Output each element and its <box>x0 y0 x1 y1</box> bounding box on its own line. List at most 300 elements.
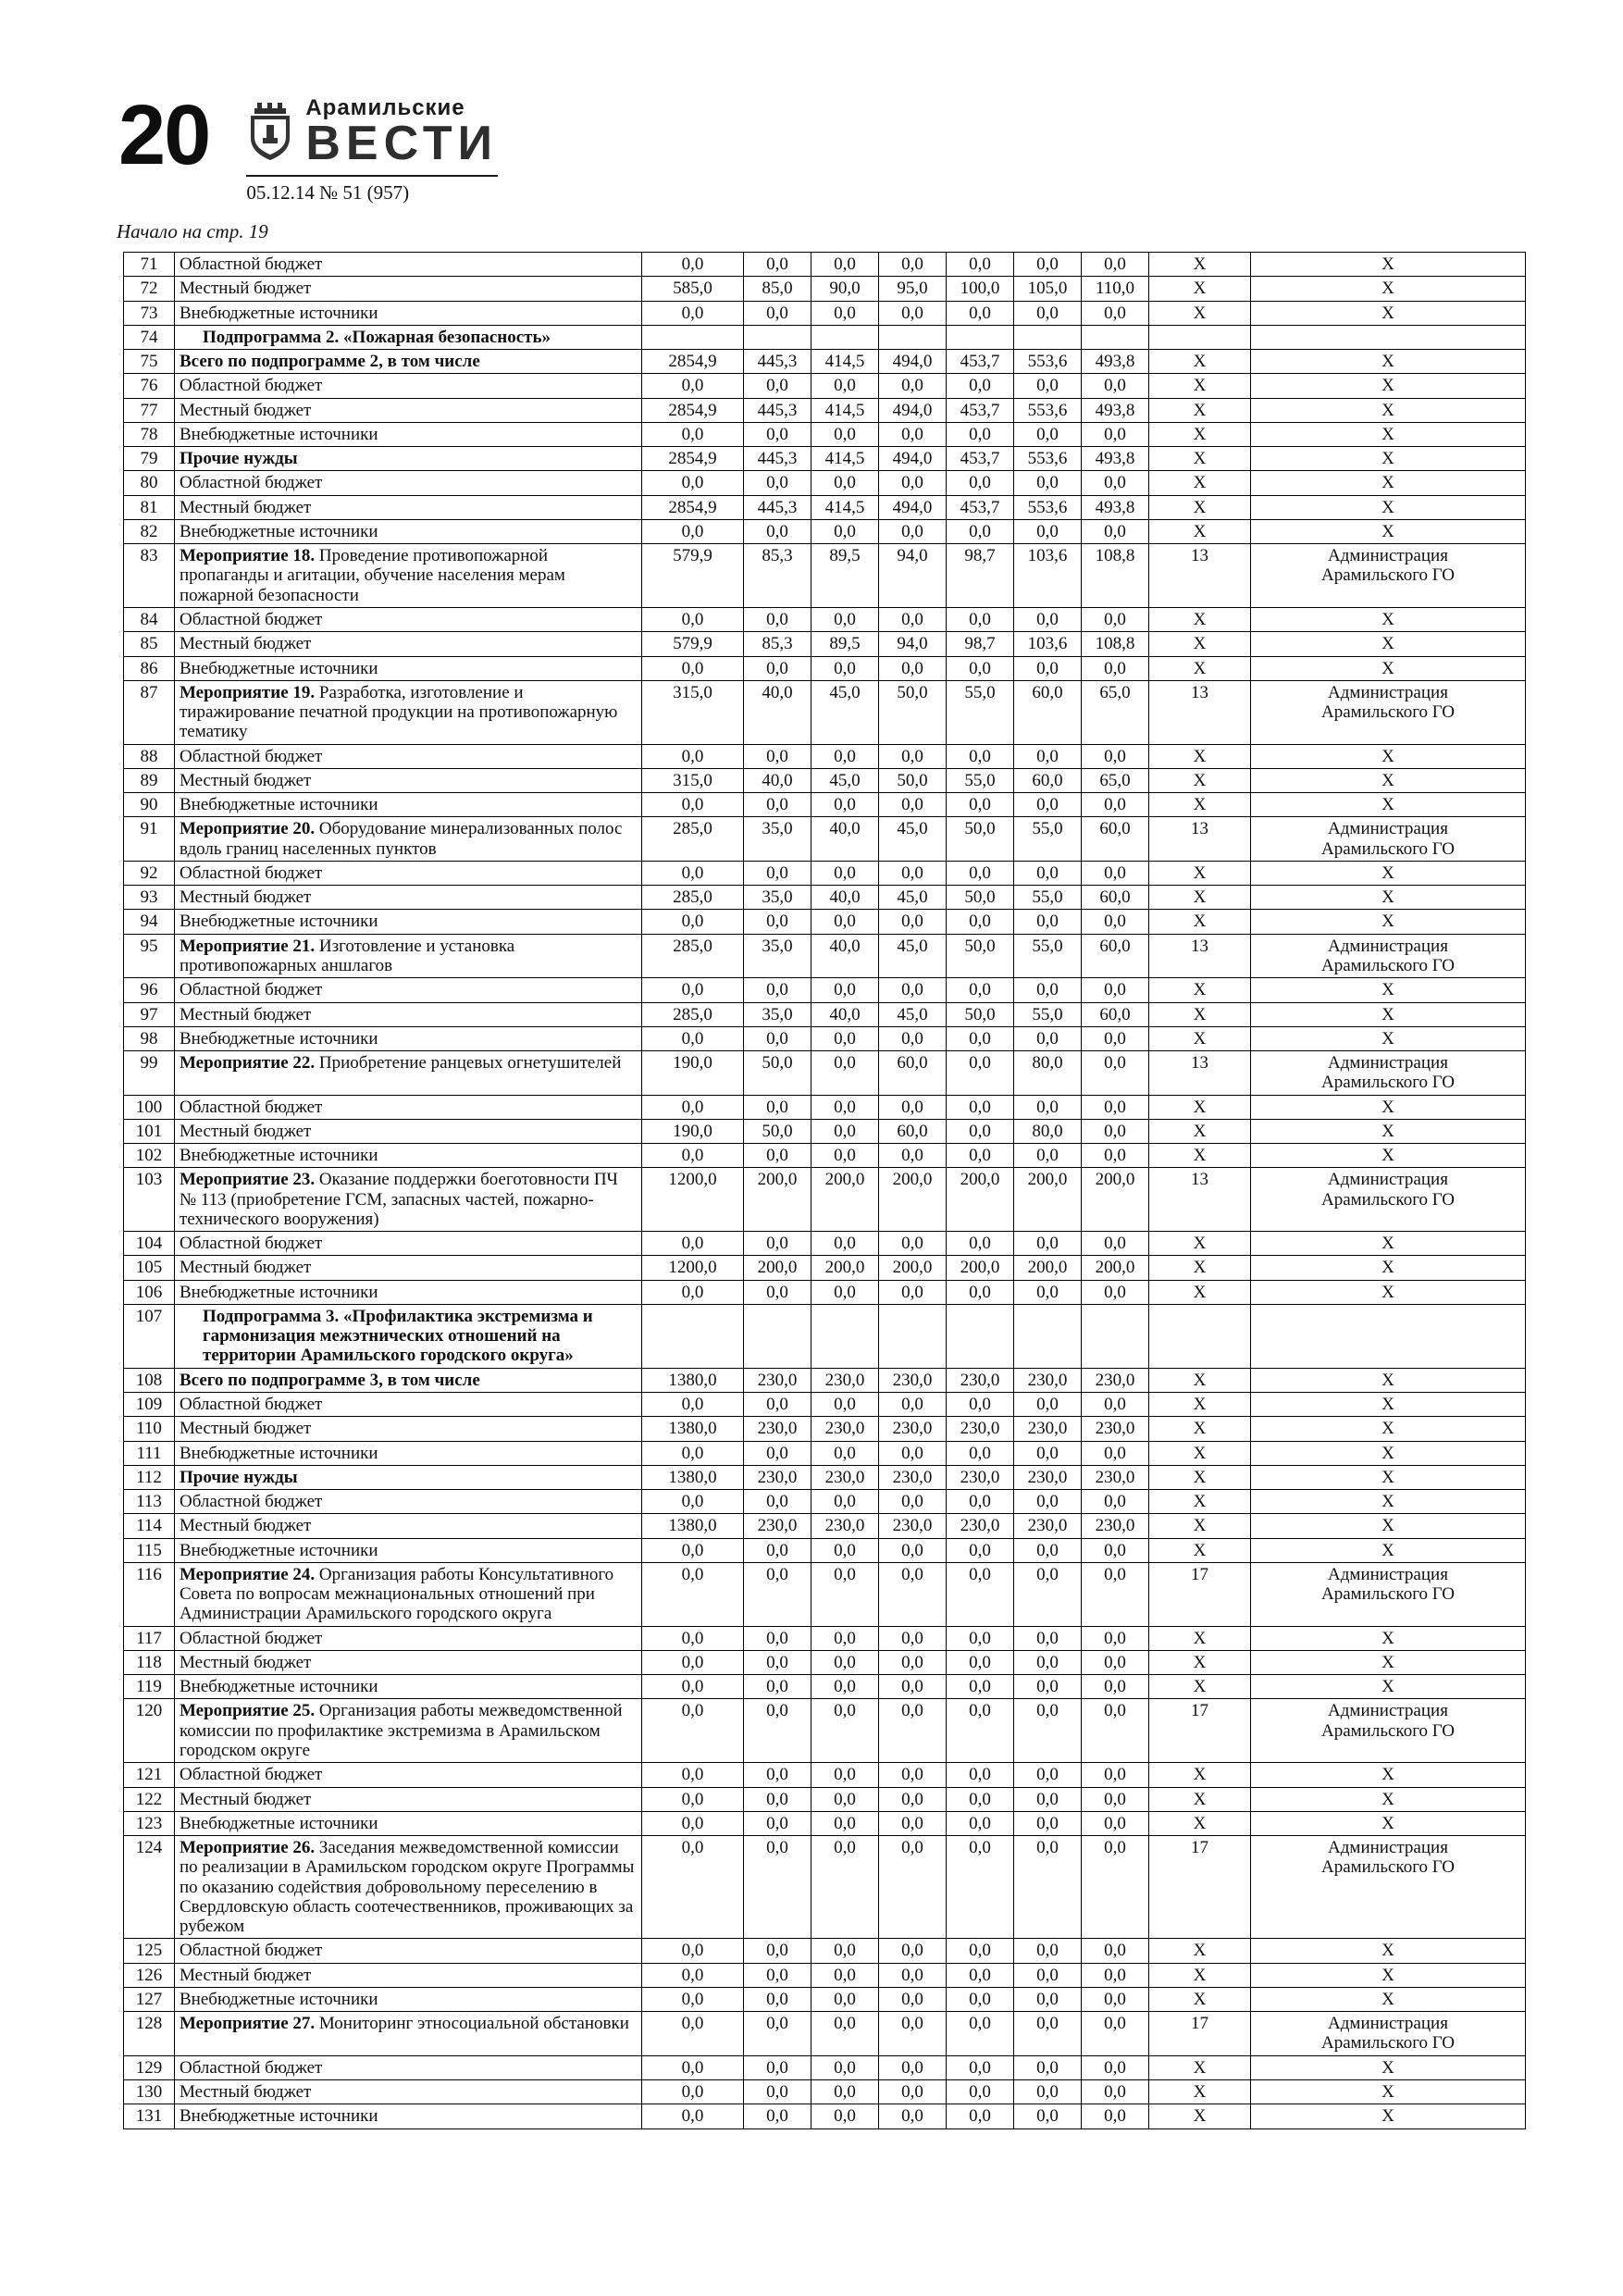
value-cell: 103,6 <box>1014 544 1082 608</box>
value-cell: 0,0 <box>642 301 744 325</box>
value-cell: 0,0 <box>1082 1987 1149 2011</box>
value-cell: 0,0 <box>744 1939 812 1963</box>
value-cell: 493,8 <box>1082 495 1149 519</box>
value-cell: 0,0 <box>744 1626 812 1650</box>
value-cell: 0,0 <box>879 910 947 934</box>
value-cell: 0,0 <box>879 253 947 277</box>
value-cell <box>947 325 1014 349</box>
value-cell: 0,0 <box>879 1963 947 1987</box>
value-cell: 0,0 <box>812 1538 879 1562</box>
value-cell: 0,0 <box>879 793 947 817</box>
table-row <box>124 1562 1526 1626</box>
row-number: 107 <box>124 1304 175 1368</box>
value-cell: 0,0 <box>812 1280 879 1304</box>
row-label: Областной бюджет <box>175 1490 642 1514</box>
value-cell: 0,0 <box>1014 1836 1082 1939</box>
row-label: Внебюджетные источники <box>175 422 642 446</box>
admin-text: X <box>1381 279 1394 299</box>
admin-text: Администрация Арамильского ГО <box>1321 2014 1455 2054</box>
value-cell: 0,0 <box>947 1562 1014 1626</box>
aramil-coat-of-arms-icon <box>246 103 294 162</box>
value-cell: 0,0 <box>947 374 1014 398</box>
value-cell: 0,0 <box>812 656 879 680</box>
value-cell: 200,0 <box>1014 1168 1082 1232</box>
admin-cell <box>1251 1963 1526 1987</box>
value-cell: 230,0 <box>744 1514 812 1538</box>
code-cell: X <box>1149 656 1251 680</box>
table-row <box>124 1763 1526 1787</box>
value-cell: 0,0 <box>879 1441 947 1465</box>
value-cell: 80,0 <box>1014 1119 1082 1143</box>
code-cell: X <box>1149 607 1251 631</box>
row-number: 106 <box>124 1280 175 1304</box>
row-label: Областной бюджет <box>175 607 642 631</box>
value-cell: 0,0 <box>812 253 879 277</box>
admin-cell <box>1251 2104 1526 2128</box>
value-cell: 0,0 <box>642 1699 744 1763</box>
value-cell: 0,0 <box>947 253 1014 277</box>
row-number: 93 <box>124 886 175 910</box>
admin-text: X <box>1381 980 1394 1000</box>
table-row <box>124 1280 1526 1304</box>
value-cell: 0,0 <box>744 2055 812 2079</box>
code-cell: 13 <box>1149 1168 1251 1232</box>
value-cell: 0,0 <box>642 1095 744 1119</box>
value-cell: 230,0 <box>812 1514 879 1538</box>
code-cell: X <box>1149 277 1251 301</box>
code-cell <box>1149 325 1251 349</box>
admin-cell <box>1251 1026 1526 1050</box>
value-cell: 55,0 <box>1014 817 1082 862</box>
value-cell: 285,0 <box>642 886 744 910</box>
table-row <box>124 2012 1526 2056</box>
row-label: Внебюджетные источники <box>175 1811 642 1835</box>
row-number: 85 <box>124 632 175 656</box>
value-cell: 494,0 <box>879 495 947 519</box>
value-cell: 0,0 <box>1014 422 1082 446</box>
admin-text: X <box>1381 1516 1394 1536</box>
value-cell: 0,0 <box>744 793 812 817</box>
code-cell: X <box>1149 519 1251 543</box>
value-cell: 230,0 <box>947 1368 1014 1392</box>
value-cell: 0,0 <box>744 744 812 768</box>
value-cell: 85,3 <box>744 632 812 656</box>
value-cell: 0,0 <box>1082 1026 1149 1050</box>
value-cell: 40,0 <box>812 1002 879 1026</box>
value-cell: 60,0 <box>879 1119 947 1143</box>
row-number: 127 <box>124 1987 175 2011</box>
value-cell: 0,0 <box>812 2055 879 2079</box>
value-cell <box>642 325 744 349</box>
code-cell: 13 <box>1149 934 1251 978</box>
value-cell: 0,0 <box>744 1787 812 1811</box>
value-cell: 0,0 <box>1014 793 1082 817</box>
value-cell: 0,0 <box>812 1441 879 1465</box>
value-cell: 1200,0 <box>642 1256 744 1280</box>
code-cell: 13 <box>1149 1051 1251 1096</box>
row-label: Местный бюджет <box>175 398 642 422</box>
admin-cell <box>1251 607 1526 631</box>
value-cell: 0,0 <box>1014 1490 1082 1514</box>
value-cell: 0,0 <box>947 2055 1014 2079</box>
admin-text: X <box>1381 1652 1394 1672</box>
value-cell: 230,0 <box>1014 1368 1082 1392</box>
value-cell: 579,9 <box>642 544 744 608</box>
value-cell <box>1082 1304 1149 1368</box>
value-cell: 108,8 <box>1082 632 1149 656</box>
value-cell <box>947 1304 1014 1368</box>
table-row <box>124 1465 1526 1489</box>
table-row <box>124 1650 1526 1674</box>
value-cell: 0,0 <box>879 422 947 446</box>
value-cell: 200,0 <box>812 1168 879 1232</box>
code-cell: X <box>1149 1368 1251 1392</box>
code-cell: X <box>1149 1675 1251 1699</box>
admin-text: X <box>1381 1540 1394 1560</box>
admin-text: X <box>1381 887 1394 908</box>
value-cell: 0,0 <box>1014 1095 1082 1119</box>
admin-cell <box>1251 1144 1526 1168</box>
code-cell: X <box>1149 1626 1251 1650</box>
value-cell: 0,0 <box>1014 656 1082 680</box>
admin-text: X <box>1381 424 1394 444</box>
value-cell: 0,0 <box>744 1562 812 1626</box>
code-cell: X <box>1149 1514 1251 1538</box>
code-cell: X <box>1149 1987 1251 2011</box>
admin-cell <box>1251 680 1526 744</box>
admin-text: X <box>1381 658 1394 678</box>
value-cell: 0,0 <box>1082 1232 1149 1256</box>
value-cell: 0,0 <box>744 1095 812 1119</box>
value-cell: 0,0 <box>744 1763 812 1787</box>
code-cell: X <box>1149 1441 1251 1465</box>
row-label: Внебюджетные источники <box>175 1144 642 1168</box>
table-row <box>124 817 1526 862</box>
value-cell: 0,0 <box>744 253 812 277</box>
row-label: Областной бюджет <box>175 978 642 1002</box>
value-cell: 0,0 <box>1014 374 1082 398</box>
measure-text: Разработка, изготовление и тиражирование печатной продукции на противопожарную тематику <box>180 682 618 742</box>
value-cell: 0,0 <box>1014 1939 1082 1963</box>
value-cell: 0,0 <box>879 471 947 495</box>
code-cell: X <box>1149 1026 1251 1050</box>
admin-text: Администрация Арамильского ГО <box>1321 1838 1455 1878</box>
value-cell: 0,0 <box>879 2104 947 2128</box>
value-cell: 0,0 <box>642 253 744 277</box>
row-number: 115 <box>124 1538 175 1562</box>
value-cell: 0,0 <box>1082 1675 1149 1699</box>
row-number: 128 <box>124 2012 175 2056</box>
value-cell: 0,0 <box>812 471 879 495</box>
row-number: 94 <box>124 910 175 934</box>
value-cell: 0,0 <box>947 1763 1014 1787</box>
value-cell <box>642 1304 744 1368</box>
value-cell: 414,5 <box>812 447 879 471</box>
value-cell: 553,6 <box>1014 398 1082 422</box>
admin-text: X <box>1381 303 1394 323</box>
value-cell: 0,0 <box>1082 607 1149 631</box>
code-cell: X <box>1149 886 1251 910</box>
table-row <box>124 1699 1526 1763</box>
row-label: Местный бюджет <box>175 1787 642 1811</box>
value-cell: 0,0 <box>1014 2104 1082 2128</box>
code-cell: X <box>1149 861 1251 885</box>
value-cell: 0,0 <box>642 1963 744 1987</box>
admin-text: X <box>1381 1989 1394 2009</box>
code-cell: X <box>1149 1393 1251 1417</box>
admin-cell <box>1251 768 1526 792</box>
admin-text: Администрация Арамильского ГО <box>1321 1564 1455 1605</box>
value-cell: 0,0 <box>879 1562 947 1626</box>
value-cell: 0,0 <box>642 1811 744 1835</box>
row-number: 92 <box>124 861 175 885</box>
value-cell: 0,0 <box>744 422 812 446</box>
budget-table <box>123 252 1526 2129</box>
value-cell: 0,0 <box>1082 1144 1149 1168</box>
value-cell <box>744 325 812 349</box>
value-cell: 0,0 <box>812 1393 879 1417</box>
row-number: 103 <box>124 1168 175 1232</box>
admin-cell <box>1251 422 1526 446</box>
value-cell: 0,0 <box>642 1232 744 1256</box>
admin-cell <box>1251 277 1526 301</box>
value-cell: 0,0 <box>879 2079 947 2104</box>
value-cell: 0,0 <box>1082 1836 1149 1939</box>
value-cell: 0,0 <box>642 1538 744 1562</box>
value-cell: 60,0 <box>1082 886 1149 910</box>
value-cell: 0,0 <box>642 656 744 680</box>
value-cell: 230,0 <box>812 1368 879 1392</box>
value-cell: 0,0 <box>947 1119 1014 1143</box>
value-cell: 0,0 <box>642 422 744 446</box>
value-cell: 0,0 <box>1014 1699 1082 1763</box>
value-cell: 200,0 <box>1014 1256 1082 1280</box>
value-cell: 60,0 <box>1082 1002 1149 1026</box>
row-label <box>175 1699 642 1763</box>
value-cell: 0,0 <box>744 1441 812 1465</box>
value-cell: 0,0 <box>642 1675 744 1699</box>
value-cell: 0,0 <box>642 471 744 495</box>
value-cell: 553,6 <box>1014 350 1082 374</box>
value-cell: 0,0 <box>947 978 1014 1002</box>
value-cell: 230,0 <box>1082 1368 1149 1392</box>
table-row <box>124 1168 1526 1232</box>
value-cell: 0,0 <box>744 2079 812 2104</box>
admin-cell <box>1251 1626 1526 1650</box>
admin-cell <box>1251 325 1526 349</box>
value-cell: 0,0 <box>879 978 947 1002</box>
value-cell: 0,0 <box>812 1939 879 1963</box>
value-cell: 0,0 <box>1014 2055 1082 2079</box>
value-cell: 0,0 <box>642 1280 744 1304</box>
value-cell: 230,0 <box>1082 1465 1149 1489</box>
measure-text: Организация работы Консультативного Совета по вопросам межнациональных отношений при Администрации Арамильского городского округа <box>180 1564 614 1624</box>
value-cell: 50,0 <box>947 934 1014 978</box>
value-cell: 0,0 <box>744 1490 812 1514</box>
value-cell: 0,0 <box>947 1650 1014 1674</box>
value-cell: 0,0 <box>1014 2012 1082 2056</box>
admin-cell <box>1251 350 1526 374</box>
row-label: Областной бюджет <box>175 1626 642 1650</box>
admin-cell <box>1251 301 1526 325</box>
value-cell: 0,0 <box>1082 910 1149 934</box>
value-cell: 0,0 <box>947 1836 1014 1939</box>
value-cell: 0,0 <box>879 301 947 325</box>
row-number: 126 <box>124 1963 175 1987</box>
value-cell: 85,0 <box>744 277 812 301</box>
admin-cell <box>1251 1304 1526 1368</box>
row-number: 82 <box>124 519 175 543</box>
value-cell: 0,0 <box>879 1787 947 1811</box>
code-cell: X <box>1149 350 1251 374</box>
code-cell: X <box>1149 422 1251 446</box>
value-cell: 0,0 <box>1014 1787 1082 1811</box>
code-cell: X <box>1149 1002 1251 1026</box>
value-cell: 0,0 <box>642 744 744 768</box>
value-cell <box>879 1304 947 1368</box>
value-cell: 0,0 <box>1014 1232 1082 1256</box>
value-cell: 0,0 <box>1082 1393 1149 1417</box>
value-cell: 414,5 <box>812 495 879 519</box>
value-cell: 0,0 <box>1014 978 1082 1002</box>
value-cell: 0,0 <box>744 471 812 495</box>
table-row <box>124 1787 1526 1811</box>
table-row <box>124 1026 1526 1050</box>
value-cell: 0,0 <box>947 422 1014 446</box>
value-cell: 200,0 <box>1082 1256 1149 1280</box>
admin-cell <box>1251 817 1526 862</box>
value-cell: 230,0 <box>1082 1514 1149 1538</box>
table-row <box>124 253 1526 277</box>
admin-cell <box>1251 1051 1526 1096</box>
value-cell: 0,0 <box>812 978 879 1002</box>
row-label: Внебюджетные источники <box>175 1538 642 1562</box>
value-cell: 0,0 <box>642 1763 744 1787</box>
value-cell: 0,0 <box>947 1393 1014 1417</box>
value-cell: 0,0 <box>812 301 879 325</box>
value-cell: 230,0 <box>947 1514 1014 1538</box>
admin-text: Администрация Арамильского ГО <box>1321 546 1455 586</box>
value-cell: 585,0 <box>642 277 744 301</box>
value-cell: 50,0 <box>947 817 1014 862</box>
value-cell: 0,0 <box>947 607 1014 631</box>
value-cell: 0,0 <box>947 1490 1014 1514</box>
value-cell: 0,0 <box>1014 301 1082 325</box>
value-cell: 0,0 <box>947 301 1014 325</box>
row-label: Внебюджетные источники <box>175 1026 642 1050</box>
code-cell: X <box>1149 471 1251 495</box>
value-cell: 0,0 <box>744 1026 812 1050</box>
code-cell: X <box>1149 253 1251 277</box>
value-cell: 55,0 <box>1014 1002 1082 1026</box>
value-cell: 45,0 <box>879 817 947 862</box>
row-number: 131 <box>124 2104 175 2128</box>
code-cell: 17 <box>1149 1699 1251 1763</box>
value-cell: 0,0 <box>744 607 812 631</box>
value-cell: 200,0 <box>879 1256 947 1280</box>
admin-cell <box>1251 2079 1526 2104</box>
row-label: Внебюджетные источники <box>175 301 642 325</box>
value-cell: 0,0 <box>744 1836 812 1939</box>
value-cell: 0,0 <box>744 1232 812 1256</box>
row-label: Всего по подпрограмме 2, в том числе <box>175 350 642 374</box>
value-cell: 0,0 <box>1014 1963 1082 1987</box>
value-cell: 0,0 <box>1082 1763 1149 1787</box>
value-cell: 0,0 <box>1082 656 1149 680</box>
value-cell: 0,0 <box>812 1811 879 1835</box>
admin-cell <box>1251 1787 1526 1811</box>
admin-cell <box>1251 1562 1526 1626</box>
code-cell: 13 <box>1149 680 1251 744</box>
value-cell: 0,0 <box>812 519 879 543</box>
value-cell: 0,0 <box>879 1939 947 1963</box>
table-row <box>124 447 1526 471</box>
value-cell: 0,0 <box>1014 744 1082 768</box>
value-cell: 94,0 <box>879 632 947 656</box>
value-cell: 50,0 <box>744 1051 812 1096</box>
value-cell: 0,0 <box>1082 744 1149 768</box>
value-cell: 0,0 <box>947 1939 1014 1963</box>
value-cell: 0,0 <box>879 861 947 885</box>
value-cell: 0,0 <box>879 1699 947 1763</box>
admin-text: X <box>1381 254 1394 274</box>
code-cell: X <box>1149 1538 1251 1562</box>
row-number: 129 <box>124 2055 175 2079</box>
value-cell: 0,0 <box>947 1441 1014 1465</box>
value-cell: 0,0 <box>1082 253 1149 277</box>
table-row <box>124 1144 1526 1168</box>
value-cell: 0,0 <box>1014 2079 1082 2104</box>
code-cell: X <box>1149 1939 1251 1963</box>
value-cell: 0,0 <box>1014 253 1082 277</box>
value-cell: 0,0 <box>879 656 947 680</box>
value-cell: 0,0 <box>812 422 879 446</box>
value-cell: 0,0 <box>812 374 879 398</box>
value-cell: 1380,0 <box>642 1417 744 1441</box>
table-row <box>124 471 1526 495</box>
code-cell: X <box>1149 744 1251 768</box>
admin-text: X <box>1381 1677 1394 1697</box>
code-cell: X <box>1149 1417 1251 1441</box>
value-cell: 0,0 <box>947 1963 1014 1987</box>
admin-text: X <box>1381 1765 1394 1785</box>
value-cell: 0,0 <box>1082 1963 1149 1987</box>
row-label: Областной бюджет <box>175 1095 642 1119</box>
value-cell: 0,0 <box>879 1280 947 1304</box>
code-cell: X <box>1149 1095 1251 1119</box>
value-cell: 0,0 <box>879 1650 947 1674</box>
row-label: Местный бюджет <box>175 1650 642 1674</box>
row-label <box>175 2012 642 2056</box>
table-row <box>124 1939 1526 1963</box>
value-cell: 414,5 <box>812 398 879 422</box>
code-cell: X <box>1149 495 1251 519</box>
admin-cell <box>1251 1836 1526 1939</box>
admin-text: X <box>1381 1028 1394 1049</box>
admin-cell <box>1251 1095 1526 1119</box>
row-number: 86 <box>124 656 175 680</box>
row-number: 87 <box>124 680 175 744</box>
value-cell <box>744 1304 812 1368</box>
admin-cell <box>1251 374 1526 398</box>
value-cell: 98,7 <box>947 632 1014 656</box>
row-number: 78 <box>124 422 175 446</box>
table-row <box>124 1811 1526 1835</box>
value-cell: 0,0 <box>744 1650 812 1674</box>
value-cell: 0,0 <box>744 1393 812 1417</box>
row-label: Внебюджетные источники <box>175 656 642 680</box>
admin-cell <box>1251 2012 1526 2056</box>
